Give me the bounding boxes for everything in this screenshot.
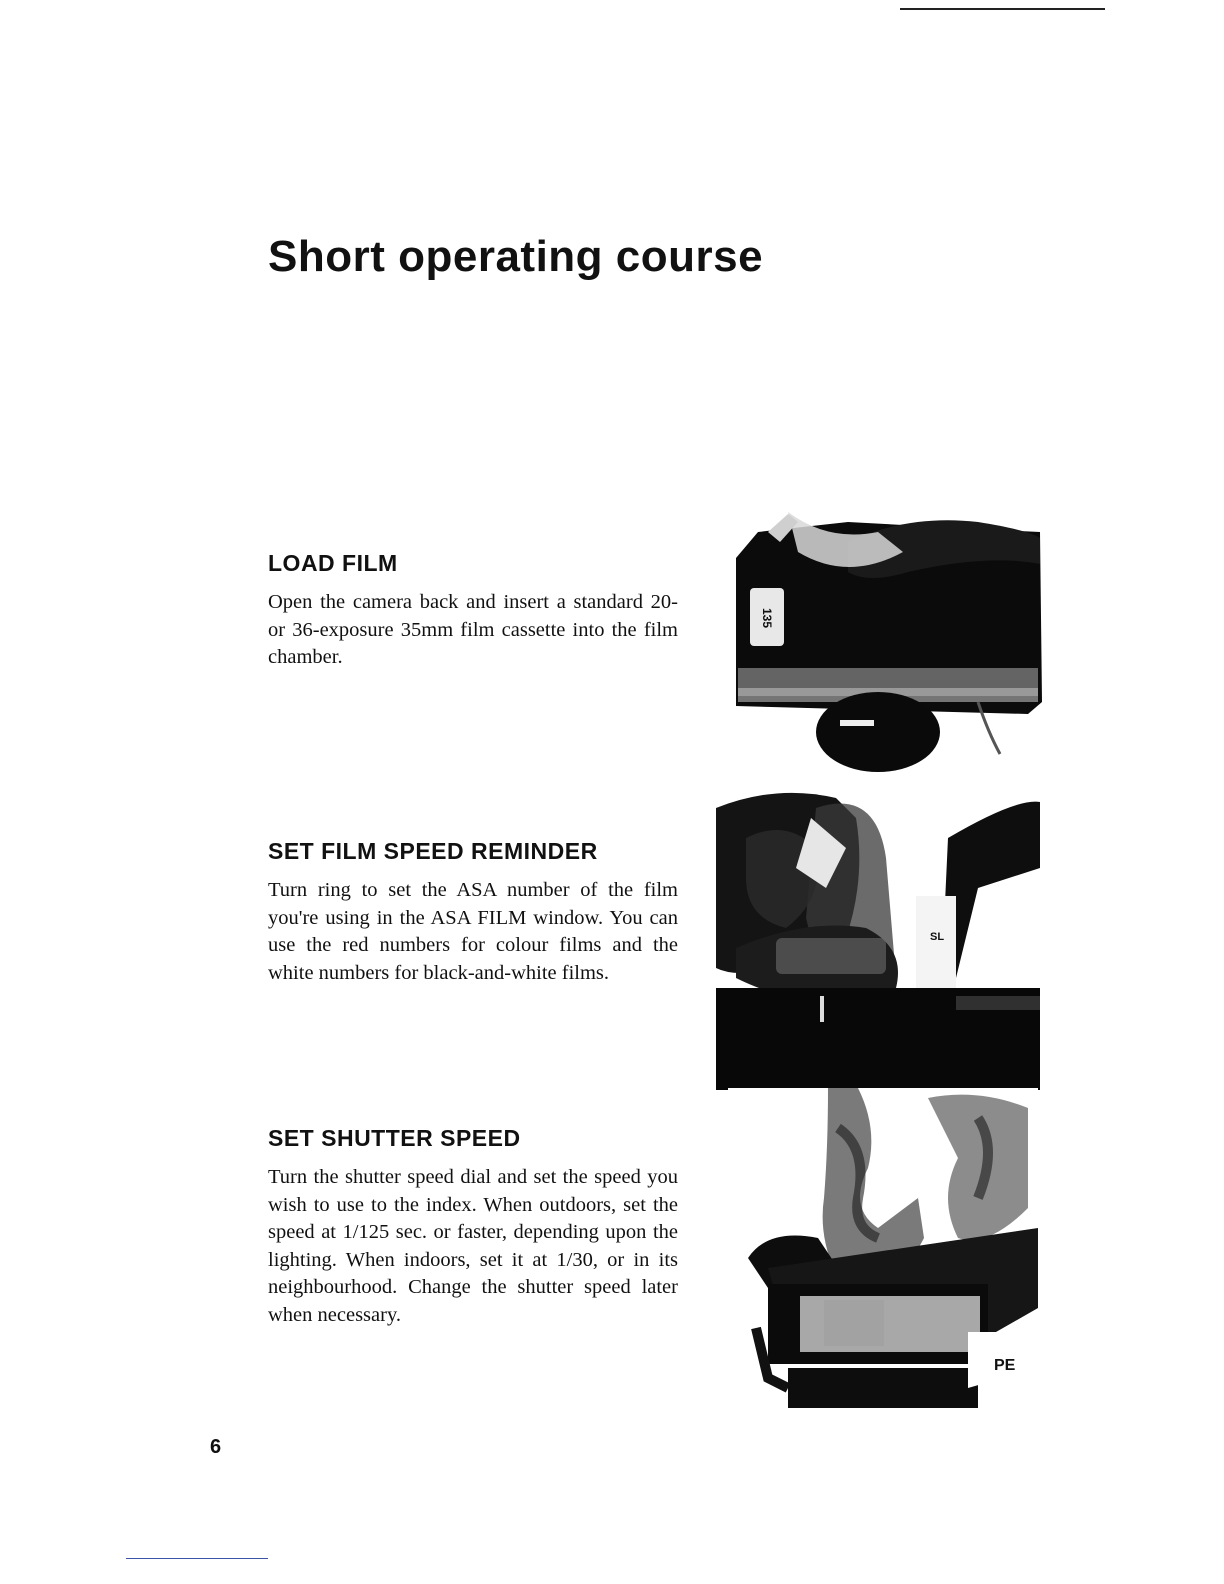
bottom-rule: [126, 1558, 268, 1559]
cassette-label: 135: [760, 607, 774, 629]
load-film-photo: [728, 492, 1046, 782]
section-load-film: [268, 550, 678, 672]
section-set-shutter-speed: [268, 1125, 678, 1329]
section-heading: SET FILM SPEED REMINDER: [268, 838, 598, 864]
page-title: Short operating course: [268, 232, 764, 281]
brand-label: PE: [994, 1357, 1016, 1374]
film-speed-photo: [716, 778, 1040, 1090]
section-body: Open the camera back and insert a standard 20- or 36-exposure 35mm film cassette into the film chamber.: [268, 591, 678, 668]
camera-model-label: SL: [930, 931, 945, 943]
shutter-speed-photo: [728, 1088, 1038, 1414]
section-heading: LOAD FILM: [268, 550, 398, 576]
section-body: Turn ring to set the ASA number of the film you're using in the ASA FILM window. You can use the red numbers for colour films and the white numbers for black-and-white films.: [268, 879, 678, 984]
top-rule: [900, 8, 1105, 10]
section-body: Turn the shutter speed dial and set the speed you wish to use to the index. When outdoors, set the speed at 1/125 sec. or faster, depending upon the lighting. When indoors, set it at 1/30, or in its neighbourhood. Change the shutter speed later when necessary.: [268, 1166, 678, 1326]
section-heading: SET SHUTTER SPEED: [268, 1125, 521, 1151]
section-set-film-speed-reminder: [268, 838, 678, 987]
page-number: 6: [210, 1436, 222, 1458]
